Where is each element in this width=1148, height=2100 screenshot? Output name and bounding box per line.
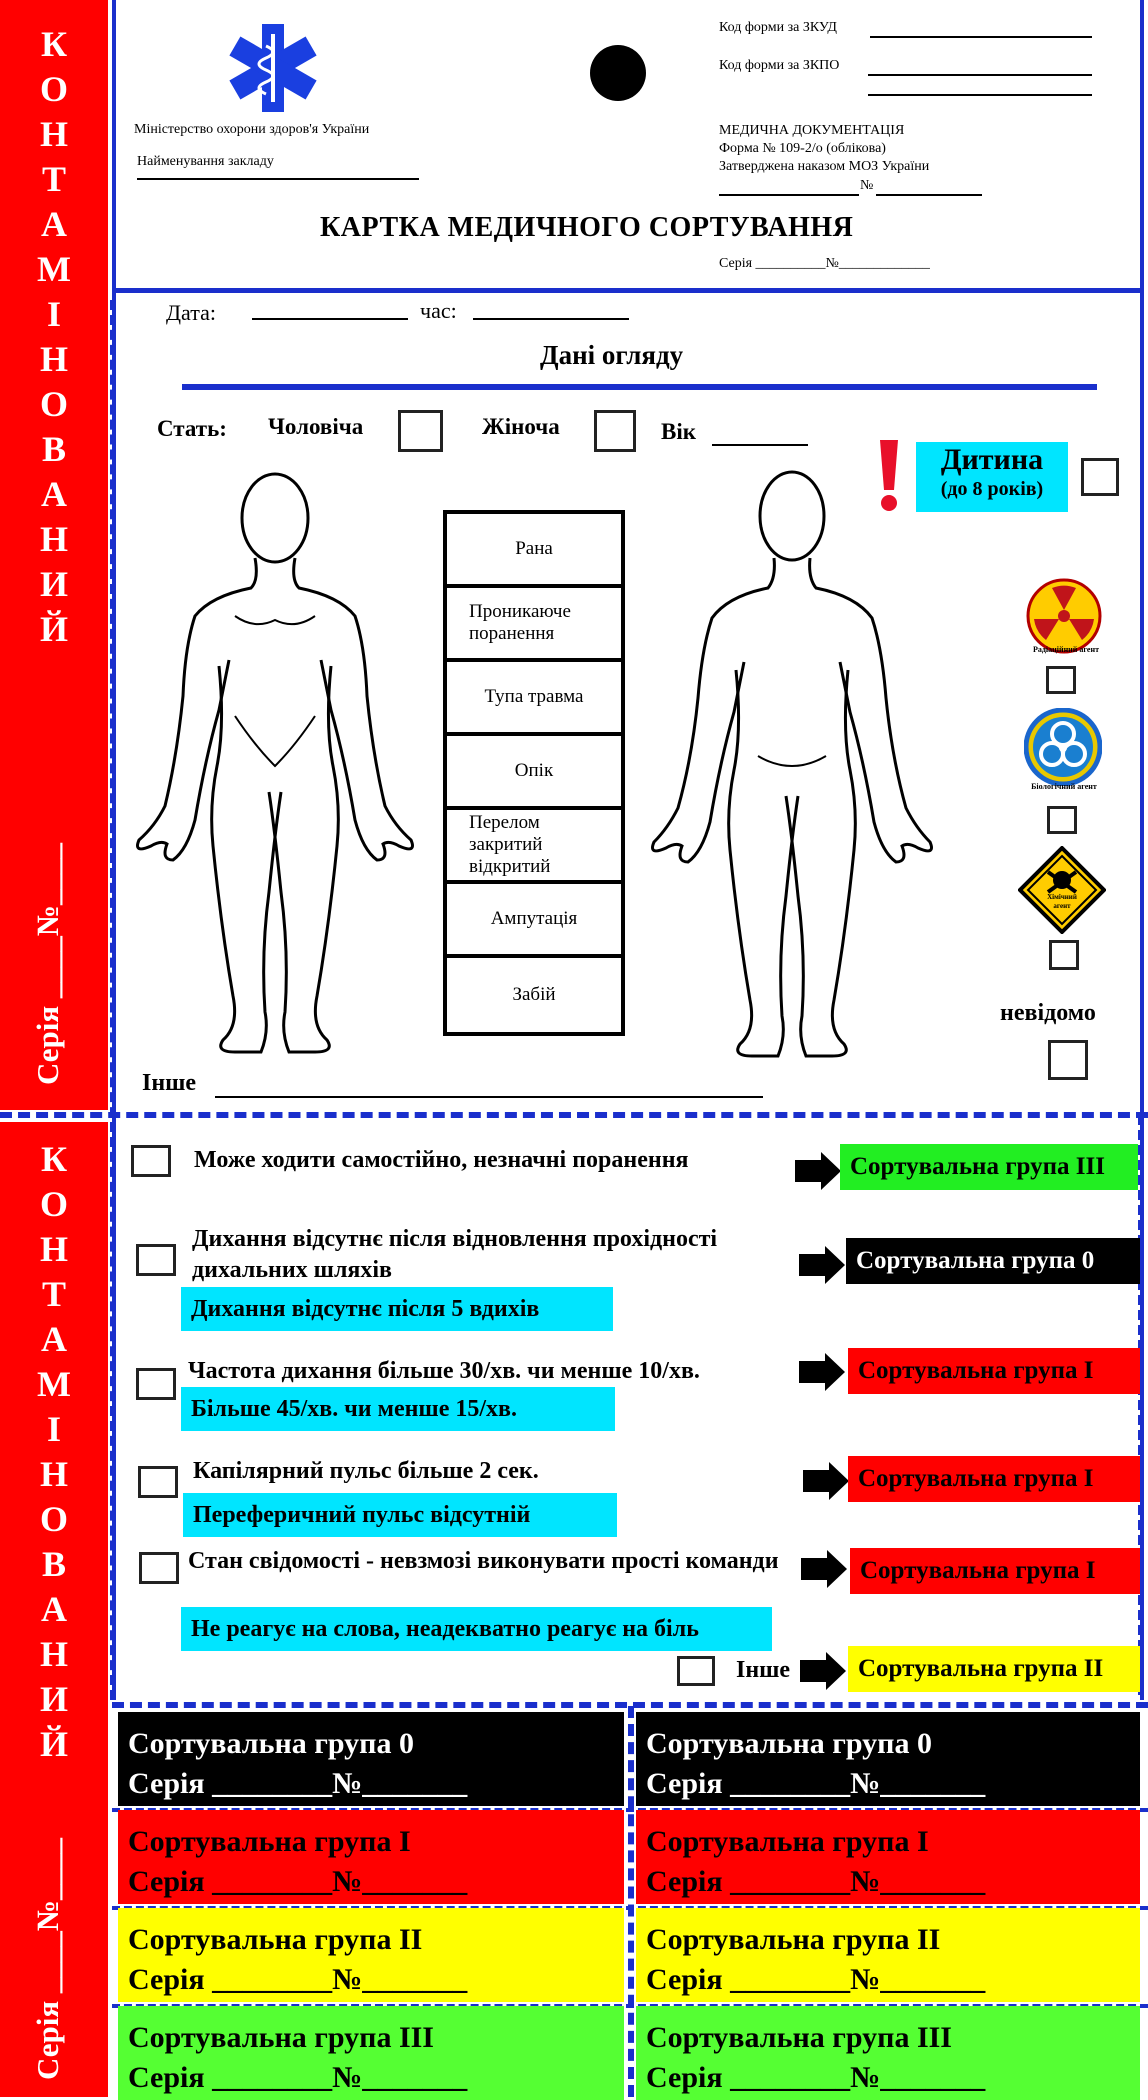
sidebar-letter: О	[39, 1184, 68, 1224]
triage-question: Капілярний пульс більше 2 сек.	[193, 1458, 539, 1484]
sidebar-letter: Т	[41, 1274, 66, 1314]
triage-checkbox[interactable]	[131, 1145, 171, 1177]
triage-subcriterion: Дихання відсутнє після 5 вдихів	[181, 1287, 613, 1331]
male-checkbox[interactable]	[398, 410, 443, 452]
triage-subcriterion: Переферичний пульс відсутній	[183, 1493, 617, 1537]
header-divider	[112, 288, 1144, 293]
chem-label: Хімічний агент	[1047, 893, 1077, 910]
tag-series: Серія ________№_______	[128, 1865, 468, 1898]
tag-series: Серія ________№_______	[128, 1963, 468, 1996]
unknown-label: невідомо	[1000, 1000, 1096, 1026]
triage-tag-right[interactable]	[636, 1908, 1140, 2002]
sidebar-letter: О	[39, 1499, 68, 1539]
triage-question: Може ходити самостійно, незначні поранення	[194, 1147, 689, 1173]
bio-label: Біологічний агент	[1031, 782, 1097, 791]
triage-tag-left[interactable]	[118, 1712, 624, 1806]
tag-series: Серія ________№_______	[128, 2061, 468, 2094]
sidebar-letter: Н	[39, 519, 68, 559]
sidebar-letter: Н	[39, 1634, 68, 1674]
sidebar-letter: Н	[39, 114, 68, 154]
sidebar-letter: О	[39, 69, 68, 109]
triage-tag-left[interactable]	[118, 1908, 624, 2002]
biohazard-icon	[1024, 708, 1102, 791]
injury-cell[interactable]: Проникаюче поранення	[447, 588, 621, 662]
triage-tag-left[interactable]	[118, 1810, 624, 1904]
sidebar-letter: К	[40, 1139, 68, 1179]
injury-cell[interactable]: Опік	[447, 736, 621, 810]
tag-title: Сортувальна група 0	[128, 1727, 414, 1760]
arrow-icon	[800, 1652, 846, 1686]
tag-series: Серія ________№_______	[646, 1963, 986, 1996]
triage-group: Сортувальна група І	[848, 1456, 1140, 1502]
triage-tag-right[interactable]	[636, 2006, 1140, 2100]
ministry-name: Міністерство охорони здоров'я України	[134, 122, 370, 137]
arrow-icon	[803, 1462, 849, 1496]
sidebar-letter: І	[46, 294, 61, 334]
other-triage-group: Сортувальна група ІІ	[848, 1646, 1140, 1692]
tag-series: Серія ________№_______	[128, 1767, 468, 1800]
injury-cell[interactable]: Забій	[512, 984, 556, 1005]
doc-info: МЕДИЧНА ДОКУМЕНТАЦІЯ Форма № 109-2/о (облікова) Затверджена наказом МОЗ України	[719, 123, 930, 174]
arrow-icon	[799, 1246, 845, 1280]
triage-group: Сортувальна група І	[850, 1548, 1140, 1594]
body-back-figure	[650, 466, 935, 1081]
tag-series: Серія ________№_______	[646, 1767, 986, 1800]
unknown-checkbox[interactable]	[1048, 1040, 1088, 1080]
sidebar-series-bottom: Серія ____№____	[30, 1837, 65, 2080]
chem-checkbox[interactable]	[1049, 940, 1079, 970]
bio-checkbox[interactable]	[1047, 806, 1077, 834]
triage-question: Частота дихання більше 30/хв. чи менше 10/хв.	[188, 1358, 700, 1384]
male-label: Чоловіча	[268, 414, 364, 439]
other-injury-field[interactable]	[215, 1096, 763, 1098]
child-badge: Дитина (до 8 років)	[916, 442, 1068, 512]
triage-group: Сортувальна група І	[848, 1348, 1140, 1394]
sidebar-letter: А	[41, 474, 67, 514]
triage-checkbox[interactable]	[136, 1244, 176, 1276]
section-divider	[182, 384, 1097, 390]
star-of-life-icon	[218, 20, 328, 120]
sidebar-series-top: Серія ____№____	[30, 842, 65, 1085]
tag-title: Сортувальна група ІІІ	[646, 2021, 952, 2054]
sidebar-letter: М	[37, 1364, 71, 1404]
tag-title: Сортувальна група 0	[646, 1727, 932, 1760]
tag-title: Сортувальна група І	[646, 1825, 929, 1858]
sidebar-letter: Н	[39, 1229, 68, 1269]
date-label: Дата:	[166, 300, 216, 325]
time-label: час:	[420, 298, 457, 323]
zkpo-label: Код форми за ЗКПО	[719, 58, 840, 73]
child-checkbox[interactable]	[1081, 458, 1119, 496]
injury-cell[interactable]: Перелом закритий відкритий	[447, 810, 621, 884]
sidebar-letter: І	[46, 1409, 61, 1449]
female-label: Жіноча	[482, 414, 560, 439]
institution-label: Найменування закладу	[137, 154, 274, 169]
triage-group: Сортувальна група ІІІ	[840, 1144, 1138, 1190]
age-label: Вік	[661, 419, 696, 444]
sidebar-letter: Й	[39, 1724, 68, 1764]
black-circle-mark	[590, 45, 646, 101]
contaminated-letters-top	[0, 22, 108, 652]
age-field[interactable]	[712, 444, 808, 446]
other-triage-label: Інше	[736, 1657, 791, 1683]
sidebar-letter: Т	[41, 159, 66, 199]
arrow-icon	[795, 1152, 841, 1186]
section-title: Дані огляду	[540, 340, 684, 370]
sidebar-letter: А	[41, 1319, 67, 1359]
date-field[interactable]	[252, 318, 408, 320]
sidebar-letter: Й	[39, 609, 68, 649]
tag-title: Сортувальна група ІІ	[128, 1923, 423, 1956]
triage-group: Сортувальна група 0	[846, 1238, 1140, 1284]
other-triage-checkbox[interactable]	[677, 1656, 715, 1686]
injury-cell[interactable]: Рана	[447, 514, 621, 588]
header-series: Серія __________№_____________	[719, 256, 930, 271]
sidebar-letter: И	[39, 564, 68, 604]
form-title: КАРТКА МЕДИЧНОГО СОРТУВАННЯ	[320, 212, 854, 243]
triage-tag-left[interactable]	[118, 2006, 624, 2100]
zkud-label: Код форми за ЗКУД	[719, 20, 837, 35]
contaminated-letters-bottom	[0, 1137, 108, 1767]
injury-cell[interactable]: Ампутація	[447, 884, 621, 958]
triage-subcriterion: Не реагує на слова, неадекватно реагує на біль	[181, 1607, 772, 1651]
triage-tag-right[interactable]	[636, 1810, 1140, 1904]
sidebar-letter: А	[41, 1589, 67, 1629]
triage-checkbox[interactable]	[138, 1466, 178, 1498]
other-injury-label: Інше	[142, 1070, 197, 1096]
tag-series: Серія ________№_______	[646, 2061, 986, 2094]
sidebar-letter: А	[41, 204, 67, 244]
institution-line	[137, 178, 419, 180]
injury-table	[443, 510, 625, 1036]
sidebar-letter: М	[37, 249, 71, 289]
triage-subcriterion: Більше 45/хв. чи менше 15/хв.	[181, 1387, 615, 1431]
tag-title: Сортувальна група І	[128, 1825, 411, 1858]
injury-cell[interactable]: Тупа травма	[447, 662, 621, 736]
triage-checkbox[interactable]	[136, 1368, 176, 1400]
arrow-icon	[799, 1353, 845, 1387]
tag-title: Сортувальна група ІІ	[646, 1923, 941, 1956]
sidebar-letter: О	[39, 384, 68, 424]
sidebar-letter: Н	[39, 1454, 68, 1494]
female-checkbox[interactable]	[594, 410, 636, 452]
triage-tag-right[interactable]	[636, 1712, 1140, 1806]
sidebar-letter: К	[40, 24, 68, 64]
triage-question: Стан свідомості - невзмозі виконувати прості команди	[188, 1548, 779, 1574]
time-field[interactable]	[473, 318, 629, 320]
radiation-checkbox[interactable]	[1046, 666, 1076, 694]
arrow-icon	[801, 1550, 847, 1584]
sidebar-letter: И	[39, 1679, 68, 1719]
radiation-label: Радіаційний агент	[1032, 645, 1100, 654]
tag-series: Серія ________№_______	[646, 1865, 986, 1898]
sex-label: Стать:	[157, 416, 227, 441]
body-front-figure	[135, 466, 415, 1071]
triage-checkbox[interactable]	[139, 1552, 179, 1584]
tear-line-top	[0, 1112, 1148, 1118]
sidebar-letter: Н	[39, 339, 68, 379]
triage-question: Дихання відсутнє після відновлення прохідності дихальних шляхів	[192, 1226, 718, 1283]
tag-title: Сортувальна група ІІІ	[128, 2021, 434, 2054]
sidebar-letter: В	[41, 429, 66, 469]
sidebar-letter: В	[41, 1544, 66, 1584]
